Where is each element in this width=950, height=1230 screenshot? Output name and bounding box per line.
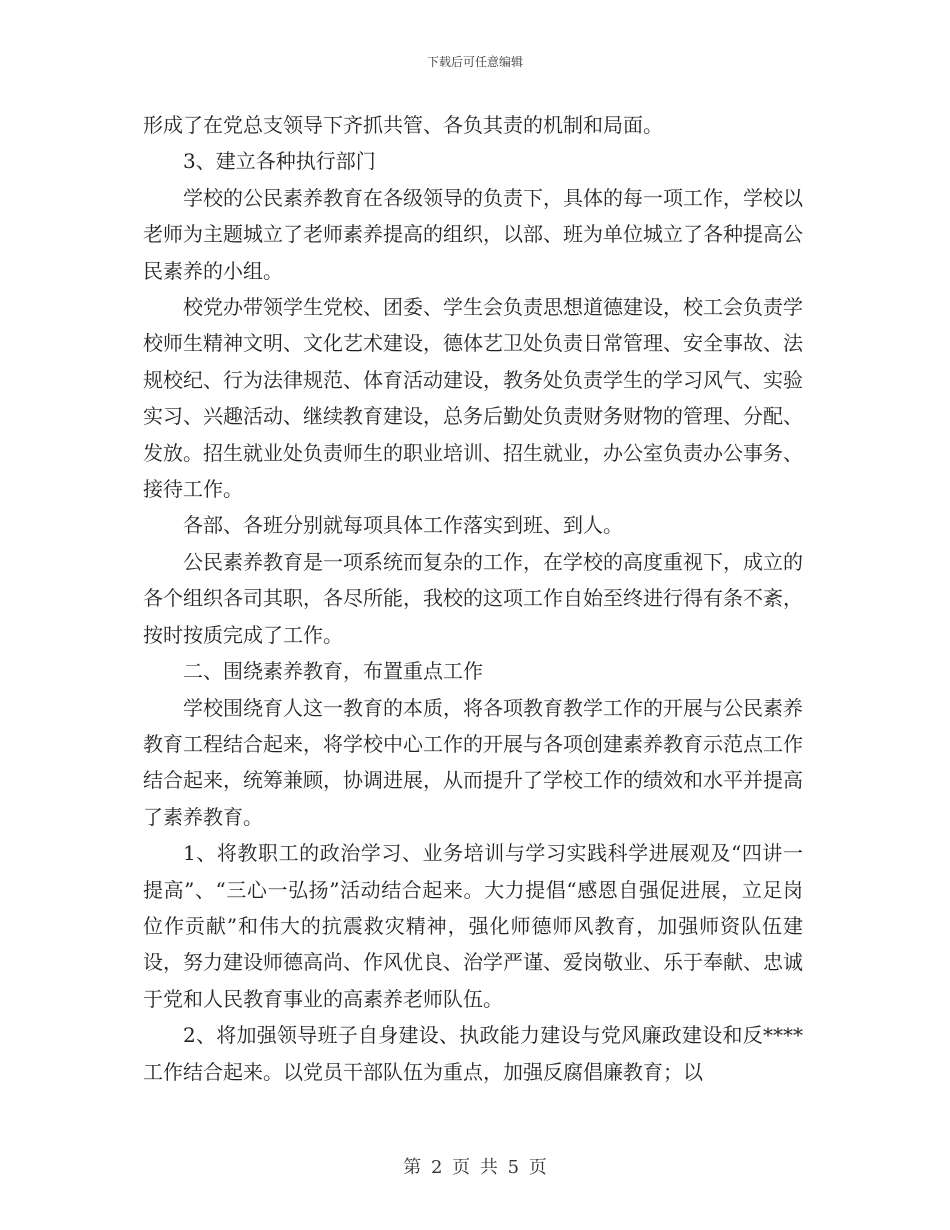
paragraph: 校党办带领学生党校、团委、学生会负责思想道德建设，校工会负责学校师生精神文明、文化艺术建设，德体艺卫处负责日常管理、安全事故、法规校纪、行为法律规范、体育活动建设，教务处负责学生的学习风气、实验实习、兴趣活动、继续教育建设，总务后勤处负责财务财物的管理、分配、发放。招生就业处负责师生的职业培训、招生就业，办公室负责办公事务、接待工作。: [143, 295, 803, 502]
section-heading-3: 3、建立各种执行部门: [183, 149, 376, 174]
page-header-note: 下载后可任意编辑: [426, 55, 523, 69]
paragraph: 2、将加强领导班子自身建设、执政能力建设与党风廉政建设和反****工作结合起来。以党员干部队伍为重点，加强反腐倡廉教育；以: [143, 1023, 803, 1084]
paragraph: 公民素养教育是一项系统而复杂的工作，在学校的高度重视下，成立的各个组织各司其职，各尽所能，我校的这项工作自始至终进行得有条不紊，按时按质完成了工作。: [143, 549, 803, 647]
document-body: [143, 107, 803, 1090]
paragraph-continuation: 形成了在党总支领导下齐抓共管、各负其责的机制和局面。: [143, 113, 663, 137]
paragraph: 1、将教职工的政治学习、业务培训与学习实践科学进展观及“四讲一提高”、“三心一弘扬”活动结合起来。大力提倡“感恩自强促进展，立足岗位作贡献”和伟大的抗震救灾精神，强化师德师风教育，加强师资队伍建设，努力建设师德高尚、作风优良、治学严谨、爱岗敬业、乐于奉献、忠诚于党和人民教育事业的高素养老师队伍。: [143, 841, 803, 1011]
section-heading-2: 二、围绕素养教育，布置重点工作: [183, 659, 483, 684]
paragraph: 各部、各班分别就每项具体工作落实到班、到人。: [183, 513, 623, 538]
paragraph: 学校围绕育人这一教育的本质，将各项教育教学工作的开展与公民素养教育工程结合起来，将学校中心工作的开展与各项创建素养教育示范点工作结合起来，统筹兼顾，协调进展，从而提升了学校工作的绩效和水平并提高了素养教育。: [143, 695, 803, 829]
paragraph: 学校的公民素养教育在各级领导的负责下，具体的每一项工作，学校以老师为主题城立了老师素养提高的组织，以部、班为单位城立了各种提高公民素养的小组。: [143, 185, 803, 283]
page-number-footer: 第 2 页 共 5 页: [403, 1157, 547, 1178]
